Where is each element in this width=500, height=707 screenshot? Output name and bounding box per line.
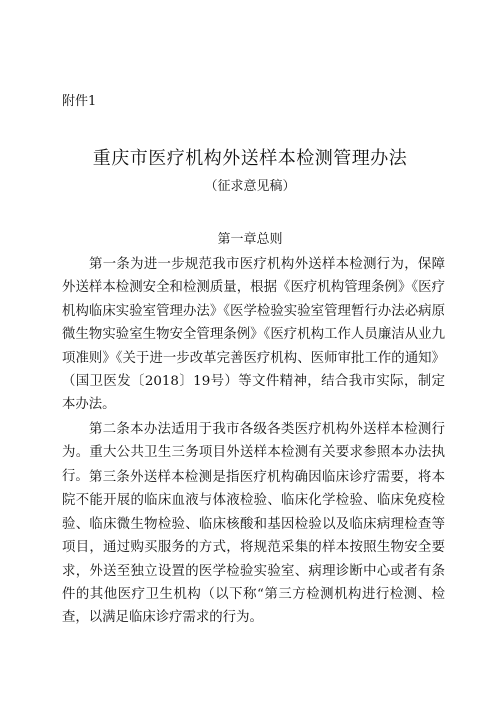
article-2-paragraph: 第二条本办法适用于我市各级各类医疗机构外送样本检测行为。重大公共卫生三务项目外送样本检测有关要求参照本办法执行。 bbox=[62, 422, 445, 484]
document-subtitle: （征求意见稿） bbox=[204, 179, 296, 194]
attachment-label: 附件1 bbox=[62, 94, 97, 109]
article-1-paragraph: 第一条为进一步规范我市医疗机构外送样本检测行为，保障外送样本检测安全和检测质量，根据《医疗机构管理条例》《医疗机构临床实验室管理办法》《医学检验实验室管理暂行办法必病原微生物实验室生物安全管理条例》《医疗机构工作人员廉洁从业九项准则》《关于进一步改革完善医疗机构、医师审批工作的通知》（国卫医发〔2018〕19号）等文件精神，结合我市实际，制定本办法。 bbox=[62, 257, 445, 413]
chapter-heading: 第一章总则 bbox=[217, 232, 283, 247]
document-title: 重庆市医疗机构外送样本检测管理办法 bbox=[92, 148, 408, 169]
article-3-paragraph: 第三条外送样本检测是指医疗机构确因临床诊疗需要，将本院不能开展的临床血液与体液检验、临床化学检验、临床免疫检验、临床微生物检验、临床核酸和基因检验以及临床病理检查等项目，通过购买服务的方式，将规范采集的样本按照生物安全要求，外送至独立设置的医学检验实验室、病理诊断中心或者有条件的其他医疗卫生机构（以下称“第三方检测机构进行检测、检查，以满足临床诊疗需求的行为。 bbox=[62, 470, 445, 626]
